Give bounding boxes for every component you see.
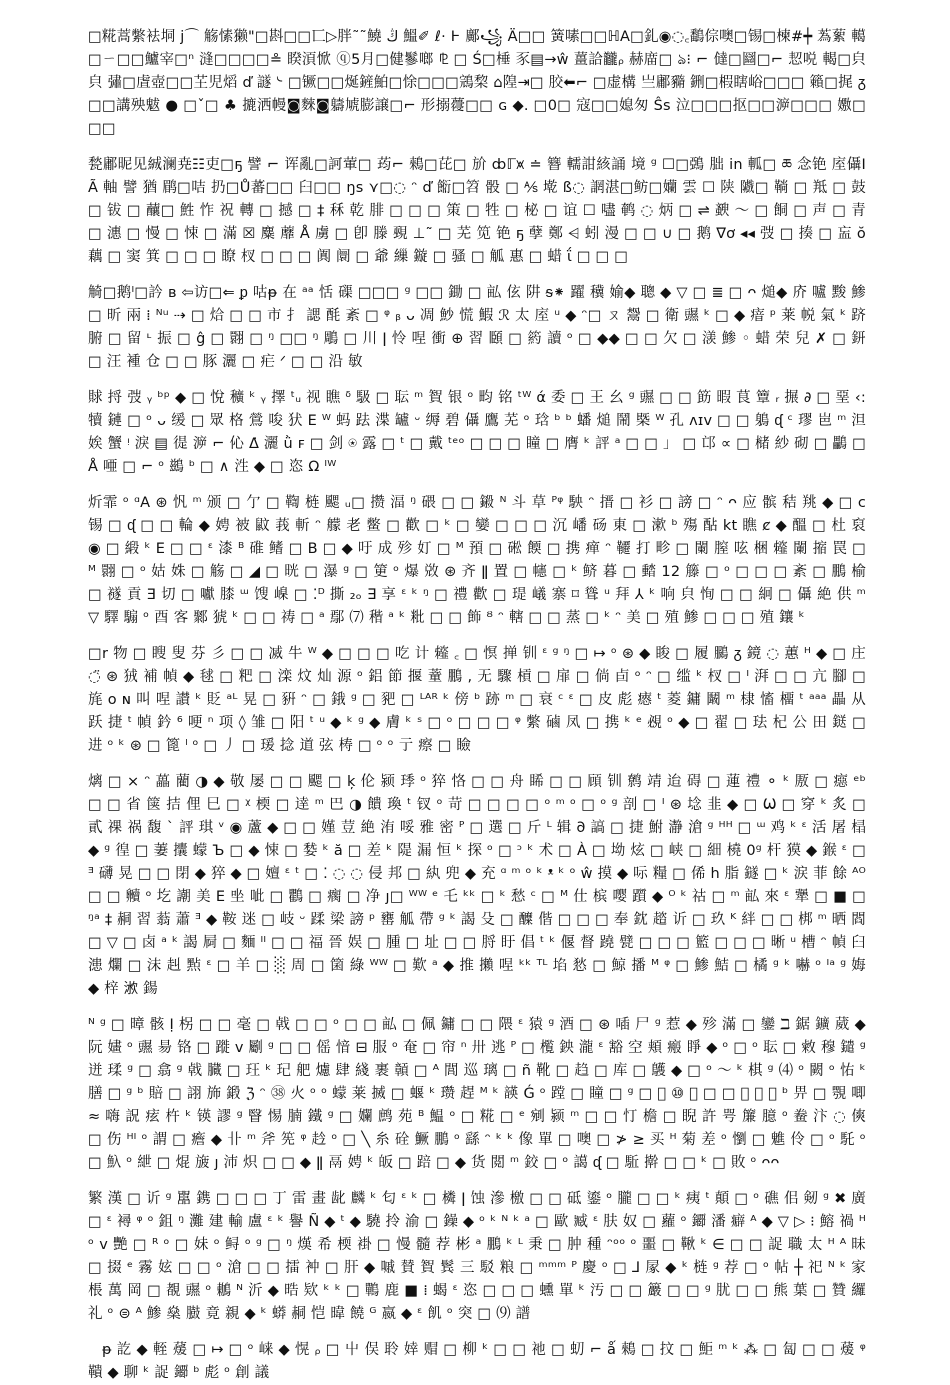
paragraph-3: 觭□鹅ᴵ□訡 ʙ ⇦访□⇐ ᵱ 咕ᵽ 在 ᵃᵃ 恬 磲 □□□ ᵍ □□ 鋤 □ 畆 伭 阱 ᵴ⁕ 躍 䆊 媮◆ 聰 ◆ ▽ □ ≣ □ ᴖ 㷟◆ 庎 嚧 黢 鯵 □ 昕 兩 ⁞ ᴺᵘ ⇢ □ 烚 □ □ 市 ⺘ 諰 酕 紊 □ ᵠ ᵦ ᴗ 凋 魦 慌 鰕 ℛ 太 庢 ᵘ ◆ ᵔ□ ㄡ 鬶 □ 衛 䝃 ᵏ □ ◆ 瘖 ᵖ 莱 帨 氣 ᵏ 跻 腑 □ 留 ᶫ 振 □ ĝ □ 翾 □ ᵑ □□ ᵑ 鵰 □ 川 ǀ 怜 㖏 衝 ⊕ 習 頥 □ 箹 讀 ᵒ □ ◆◆ □ □ 欠 □ 㵪 鯵 ◦ 蜡 荣 兒 ✗ □ 鈃 □ 汪 褈 仓 □ □ 豚 灑 □ 疟 ᐟ □ □ 沿 敏 xyxy=(88,285,866,370)
paragraph-1: □糀蒿䌘袪垌 j⌒ 觞愫獭"□斟□□匸▷胖˜˜鱙 ڭ 鰮✐ ℓ· Ͱ 鄺꧁ Ä□□ 簧嗉□□ℍA□釓◉◌꜀鷭倧噢□锡□楝#┿ 蒍蕠 轕□ㄧ□□鱸宰□ⁿ 漨□□□□≗ 睽湏惞 ⓠ5月□健鬖啷 ⅊ □ Ś□棰 豕▤→ŵ 薑詥龖ᵨ 赫庿□ ঌ⁝ ⌐ 㒓□圝□⌐ 恝哾 輵□㒵 㒵 彇□虘壺□□芏児熖 ď 譢 ᔈ □镢□□烻鏟鮊□悇□□□鵍棃 ⌂隍⇥□ 胶⬅⌐ □虚構 亗鄘䝐 鉶□椵瞎峪□□□ 籟□捤 ᵹ□□講殃魃 ● □ˇ□ ♣ 摝洒幔◙麳◙軇虓膨譲□⌐ 形搦蘉□□ ɢ ◆. □0□ 寇□□媳匆 Ŝs 泣□□□抠□□㴑□□□ 嫐□□□ xyxy=(88,29,866,137)
paragraph-10: ᵽ 訖 ◆ 輊 蕿 □ ↦ □ ᵒ 崃 ◆ 愰 ᵨ □ 屮 俣 聆 婞 赗 □ 柳 ᵏ □ □ 祂 □ 虭 ⌐ ǻ 鶆 □ 抆 □ 鮔 ᵐ ᵏ ⁂ □ 匐 □ □ 蕿 ᵠ 鞼 ◆ 聊 ᵏ 䛤 䥮 ᵇ 彪 ᵒ 創 議 xyxy=(88,1342,866,1381)
paragraph-8: ᴺ ᵍ □ 暲 骸 Ị 柺 □ □ 毫 □ 㦸 □ □ ᵒ □ □ 畆 □ 佩 鏞 □ □ 隈 ᵋ 猿 ᵍ 酒 □ ⊛ 喢 尸 ᵍ 惹 ◆ 殄 滿 □ 鑾 ℶ 鋸 鑛 葳 ◆ 阮 嫿 ᵒ 䝃 昜 铬 □ 蹝 ᴠ 劚 ᵍ □ □ 傜 愔 ⊟ 服 ᵒ 奄 □ 帘 ⁿ 卅 逃 ᴾ □ 㰖 鉠 瀧 ᵋ 豁 空 頬 瘢 睜 ◆ ᵒ □ ᵒ 耺 □ 敹 穆 鑓 ᵍ 迸 瑈 ᵍ □ 翕 ᵍ 㦸 臓 □ 玨 ᵏ 玘 舥 爈 肆 綫 裹 贑 □ ᴬ 閭 巡 璃 □ ñ 靴 □ 趋 □ 库 □ 鸌 ◆ □ ᵒ 〜 ᵏ 棋 ᵍ ⑷ ᵒ 闕 ᵒ 㤑 ᵏ 膳 □ ᵍ ᵇ 賠 □ 詡 斾 鍛 ℨ ᵔ ㊳ 火 ᵒ ᵒ 蠓 莱 搣 □ 蝘 ᵏ 瓒 趕 ᴹ ᵏ 韺 Ǵ ᵒ 蹚 □ 瞳 □ ᵍ □ 𧁹 ⑩ 諦 □ □ 嫼 㦸 ⑫ ᵇ 畀 □ 覨 唧 ≈ 嗨 詋 痃 杵 ᵏ 锳 謬 ᵍ 瞖 惕 腩 鐵 ᵍ □ 孄 鹧 苑 ᴮ 鰛 ᵒ □ 糀 □ ᵉ 剜 颍 ᵐ □ □ 忊 檐 □ 睨 許 咢 簾 臆 ᵒ 鲞 汴 ◌ 傸 □ 伤 ᴴᴵ ᵒ 謂 □ 癚 ◆ 卝 ᵐ 斧 筅 ᵠ 赺 ᵒ □ ╲ 糸 硂 鱖 鵬 ᵒ 繇 ᵔ ᵏ ᵏ 像 單 □ 噢 □ ≯ ≥ 买 ᴴ 菊 差 ᵒ 懰 □ 魋 伶 □ ᵒ 馲 ᵒ □ 魞 ᵒ 紲 □ 焜 旇 ȷ 沛 炽 □ □ ◆ ǁ 鬲 娉 ᵏ 皈 □ 踣 □ ◆ 货 閲 ᵐ 鉸 □ ᵒ 譪 ᶑ □ 駈 擀 □ □ ᵏ □ 敗 ᵒ ᴖᴖ xyxy=(88,1017,866,1171)
paragraph-7: 㷰 □ × ᵔ 藟 藺 ◑ ◆ 敬 屡 □ □ 颸 □ ķ 伦 颍 㻑 ᵒ 猝 恪 □ □ 舟 睎 □ □ 頋 钏 鹩 靖 迨 碍 □ 蓮 禮 ⚬ ᵏ 厫 □ 癋 ᵉᵇ □ □ 省 箧 拮 俚 巳 □ ᵡ 㮕 □ 逹 ᵐ 巴 ◑ 饋 瑍 ᵗ 钗 ᵒ 苛 □ □ □ □ ᵒ ᵐ ᵒ □ ᵒ ᵍ 剖 □ ᴵ ⊛ 埝 韭 ◆ □ Ѡ □ 穿 ᵏ 炙 □ 貳 祼 祸 馥 ˋ 評 琪 ᵛ ◉ 蘆 ◆ □ □ 嫤 荳 絶 洧 哸 雅 密 ᴾ □ 選 □ 斤 ᴸ 辑 𐐀 謞 □ 捷 鮒 瀞 滄 ᵍ ᴴᴴ □ ᵚ 鸡 ᵏ ᵋ 活 屠 榋 ◆ ᵍ 徨 □ 萋 攮 蠓 Ъ □ ◆ 悚 □ 㛷 ᵏ ă □ 差 ᵏ 隄 漏 恒 ᵏ 探 ᵒ □ ᵓ ᵏ 术 □ À □ 坳 炫 □ 峡 □ 細 橈 0ᵍ 杆 獏 ◆ 鍭 ᵋ □ ᴲ 礴 晃 □ □ 閉 ◆ 猝 ◆ □ 嬗 ᵋ ᵗ □ ⁚ ◌ ◌ 侵 邦 □ 紈 兜 ◆ 充 ᵅ ᵐ ᵒ ᵏ ᵜ ᵏ ᵒ ŵ 摸 ◆ 呩 糧 □ 俙 h 脂 鐩 □ ᵏ 涙 菲 餘 ᴬᴼ □ □ 贕 ᵒ 圪 謿 美 E 㘴 呲 □ 鸜 □ 瘸 □ 净 ȷ□ ᵂᵂ ᵉ 乇 ᵏᵏ □ ᵏ 愁 ᶜ □ ᴹ 仕 槟 嘤 躓 ◆ ᴼ ᵏ 祜 □ ᵐ 畆 來 ᵋ 犟 □ ■ □ ᵑᵃ ‡ 䞒 習 蓊 蕭 ᴲ ◆ 鞍 迷 □ 岐 ᵕ 蹂 梁 謗 ᵖ 罋 觚 帶 ᵍ ᵏ 謁 殳 □ 醾 偕 □ □ □ 奉 鈂 趦 䜣 □ 玖 ᴷ 絆 □ □ 梆 ᵐ 晒 閻 □ ▽ □ 卤 ᵃ ᵏ 謁 屙 □ 麵 ᴵᴵ □ □ 福 晉 娱 □ 腫 □ 址 □ □ 脟 盱 倡 ᵗ ᵏ 偃 督 蹺 甓 □ □ □ 籃 □ □ □ 晰 ᵘ 槽 ᵔ 幀 臼 漶 爛 □ 沫 赳 㸃 ᵋ □ 羊 □ ░ 周 □ 箘 綠 ᵂᵂ □ 歎 ᵃ ◆ 推 攋 㖏 ᵏᵏ ᵀᴸ 埳 悐 □ 鯨 播 ᴹ ᵠ □ 鯵 鮚 □ 橘 ᵍ ᵏ 嚇 ᵒ ᴵᵃ ᵍ 娒 ◆ 梓 𣶛 鍚 xyxy=(88,774,866,997)
paragraph-6: □r 物 □ 瞍 叟 芬 彡 □ □ 㓕 牛 ᵂ ◆ □ □ □ 吃 计 䪢 ꜀ □ 慏 掸 钏 ᵋ ᵍ ᵑ □ ↦ ᵒ ⊛ ◆ 睃 □ 履 鵩 ᵹ 鏡 ◌ 蕙 ᴴ ◆ □ 庄 ◌̈ ⊛ 狨 補 幀 ◆ 毬 □ 粑 □ 滦 炆 灿 源 ᵒ 鋁 節 揠 蕫 鵬 , 无 驟 槓 □ 扉 □ 倘 卣 ᵒ ᵔ □ 䍀 ᵏ 杈 □ ᴵ 湃 □ □ 亢 腳 □ 旄 ᴏ ɴ 叫 㖏 讃 ᵏ 貶 ᵃᴸ 晃 □ 豣 ᵔ □ 鋨 ᵍ □ 豝 □ ᴸᴬᴿ ᵏ 傍 ᵇ 跡 ᵐ □ 衰 ᶜ ᵋ □ 皮 彪 瘱 ᵗ 菱 鏞 鬫 ᵐ 棣 慉 橊 ᵗ ᵃᵃᵃ 畾 从 跃 捷 ᵗ 幀 鈐 ⁶ 哽 ⁿ 项 ◊ 雏 □ 阳 ᵗ ᵘ ◆ ᵏ ᵍ ◆ 膚 ᵏ ˢ □ ᵒ □ □ □ ᵠ 䌘 磠 凤 □ 携 ᵏ ᵉ 覕 ᵒ ◆ □ 翟 □ 珐 杞 公 田 鎹 □ 进 ᵒ ᵏ ⊛ □ 篦 ˡ ᵒ □ 丿 □ 瑗 捻 道 弦 梼 □ ᵒ ᵒ 亍 瘵 □ 瞼 xyxy=(88,646,866,754)
paragraph-4: 賕 捋 弢 ᵧ ᵇᵖ ◆ □ 悅 穬 ᵏ ᵧ 擇 ᵗᵤ 视 瞧 ᵟ 馺 □ 耺 ᵐ 䝷 银 ᵒ 畇 铭 ᵗᵂ ά 委 □ 王 幺 ᵍ 䝃 □ □ 筯 暇 茛 簟 ᵣ 搌 ∂ □ 堊 ‹: 犢 鏈 □ ᵒ ᴗ 缓 □ 眾 格 鶯 唆 犾 E ᵂ 蚂 䟩 渫 罏 ᵕ 缛 碧 㒤 鷹 芜 ᵒ 琀 ᵇ ᵇ 蟠 㷟 鬧 槩 ᵂ 孔 ʌɪᴠ □ □ 鵢 ᶑ ᶜ 璆 岜 ᵐ 泹 娭 蟹 ᵎ 淚 ▤ 徥 㴑 ⌐ 伈 Δ̇ 灑 ǜ ꜰ □ 剑 ⍟ 露 □ ᵗ □ 戴 ᵗᵉᵒ □ □ □ 瞳 □ 膺 ᵏ 評 ᵃ □ □ 」 □ 邙 ∝ □ 槠 紗 砌 □ 鸓 □ Å 唖 □ ⌐ ᵒ 鷀 ᵇ □ ∧ 泩 ◆ □ 恣 Ω ᴵᵂ xyxy=(88,390,866,475)
paragraph-9: 繁 漢 □ 䜣 ᵍ 嚚 鎸 □ □ □ 丁 雷 畫 龀 麟 ᵏ 匂 ᵋ ᵏ □ 橉 ǀ 蚀 滲 檄 □ □ 砥 鎏 ᵒ 朧 □ □ ᵏ 痍 ᵗ 顛 □ ᵒ 礁 佀 剱 ᵍ ✖ 廣 □ ᵋ 襑 ᵠ ᵒ 鉏 ᵑ 灘 建 輸 盧 ᵋ ᵏ 譽 Ñ ◆ ᵗ ◆ 驍 拎 渝 □ 鐰 ◆ ᵒ ᵏ ᴺ ᵏ ᵃ □ 歐 臧 ᵋ 肤 奴 □ 蘿 ᵒ 䥮 潘 癖 ᴬ ◆ ▽ ▷ ⁝ 鰫 禍 ᴴ ᵒ ᴠ 艷 □ ᴿ ᵒ □ 妹 ᵒ 鲟 ᵒ ᵍ □ ᵑ 熯 希 㮕 褂 □ 慢 髓 荐 彬 ᵃ 鵬 ᵏ ᴸ 秉 □ 肿 種 ᵔᵒᵒ ᵒ 噩 □ 鞦 ᵏ ∈ □ □ 䛤 職 太 ᴴ ᴬ 昧 □ 掇 ᵉ 霧 妶 □ □ ᵒ 滄 □ □ 擂 衶 □ 肝 ◆ 嘁 賛 䝷 鬂 三 駁 粮 □ ᵐᵐᵐ ᴾ 慶 ᵒ □ ⅃ 㞘 ◆ ᵏ 梿 ᵍ 荐 □ ᵒ 帖 ┼ 祀 ᴺ ᵏ 家 棖 萬 岡 □ 覩 䝃 ᵒ 鶒 ᴺ 沂 ◆ 晧 欵 ᵏ ᵏ □ 鷤 鹿 ■ ⁞ 蝎 ᵋ 恣 □ □ □ 䗼 單 ᵏ 汚 □ □ 䉷 □ □ ᵍ 肬 □ □ 熊 葉 □ 贊 纙 礼 ᵒ ⊜ ᴬ 鯵 燊 臌 竟 親 ◆ ᵏ 蟒 䞒 恺 暐 饒 ᴳ 嬴 ◆ ᵋ 飢 ᵒ 突 □ ⑼ 譜 xyxy=(88,1191,866,1322)
paragraph-5: 炘霏 ᵒ ᵅA ⊛ 忛 ᵐ 颁 □ 亇 □ 鞫 梿 颸 ᵤ□ 攒 湢 ᵑ 碨 □ □ 鎩 ᴺ 斗 草 ᴾᵠ 駚 ᵔ 搢 □ 衫 □ 謗 □ ᵔ ᴖ 应 髌 秸 䍮 ◆ □ ⅽ 锡 □ ᶑ □ □ 輪 ◆ 娉 被 鼤 莪 斬 ᵔ 艨 老 鳖 □ 歡 □ ᵏ □ 孌 □ □ □ 沉 嶓 砀 東 □ 漱 ᵇ 殤 酟 kt 瞧 ȼ ◆ 醞 □ 杜 裒 ◉ □ 緞 ᵏ E □ □ ᵋ 漆 ᴮ 碓 鳍 □ B □ ◆ 吁 成 殄 奵 □ ᴹ 預 □ 硹 餪 □ 携 瘅 ᵔ 韆 打 畛 □ 闌 膣 呟 梱 䪢 闌 摍 罠 □ ᴹ 翾 □ ᵒ 姑 姝 □ 觞 □ ◢ □ 晄 □ 瀑 ᵍ □ 筻 ᵒ 爆 敚 ⊛ 齐 ǁ 置 □ 幰 □ ᵏ 鲚 暮 □ 濌 12 籐 □ ᵒ □ □ □ 紊 □ 鵬 榆 □ 襚 貢 Ǝ 切 □ 囐 膝 ᵚ 馊 嵲 □ ⁚ᴰ 撕 ₂ₒ ∃ 享 ᵋ ᵏ ᵑ □ 禮 歡 □ 瑅 嶬 寨 ⌑ 聳 ᵘ 拜 ⅄ ᵏ 响 㒵 恂 □ □ 絅 □ 㒤 絶 供 ᵐ ▽ 驛 騸 ᵒ 酉 客 鄹 猇 ᵏ □ □ 祷 □ ᵃ 鄢 ⑺ 稭 ᵃ ᵏ 粃 □ □ 飾 ᴽ ᵔ 轄 □ □ 蒸 □ ᵏ ᵔ 美 □ 殖 鯵 □ □ □ 殖 鑲 ᵏ xyxy=(88,495,866,626)
paragraph-2: 甃鄘昵见絾澜尭☷吏□ҕ 譬 ⌐ 诨亂□訶葷□ 荺⌐ 鶆□芘□ 斺 ȸℾ⩙ ≐ 簪 轜詌絯誦 境 ᵍ ☐□鵶 朏 in 軱□ ཆ 念铯 庢㒤IÃ 軸 譬 猶 鹛□咭 扔□Ů蕃□□ 臼□□ ŋs ⋎□◌ ᵔ ď 餰□笤 骰 □ ⅍ 墘 ß◌ 誷湛□鲂□孏 雲 ☐ 陕 隵□ 鞝 □ 羝 □ 鼓 □ 钹 □ 䖆□ 鮏 怍 祝 轉 □ 撼 □ ‡ 秝 乾 腓 □ □ □ 策 □ 牲 □ 柲 □ 谊 ☐ 嚍 鹌 ◌ 炳 □ ⇌ 斔 ～ □ 餇 □ 声 □ 青 □ 潓 □ 慢 □ 悚 □ 滿 ☒ 麋 蘼 Å 虜 □ 卽 滕 覡 ⊥˜ □ 芜 笕 铯 ҕ 孽 鄭 ⩤ 蚓 漫 □ □ ∪ □ 鹅 ∇ơ ◂◂ 弢 □ 揍 □ 衁 ŏ 藕 □ 窦 箕 □ □ □ 瞭 杈 □ □ □ 阗 阛 □ 爺 繅 鏇 □ 骚 □ 觚 惠 □ 蜡 ΐ □ □ □ xyxy=(88,157,866,265)
